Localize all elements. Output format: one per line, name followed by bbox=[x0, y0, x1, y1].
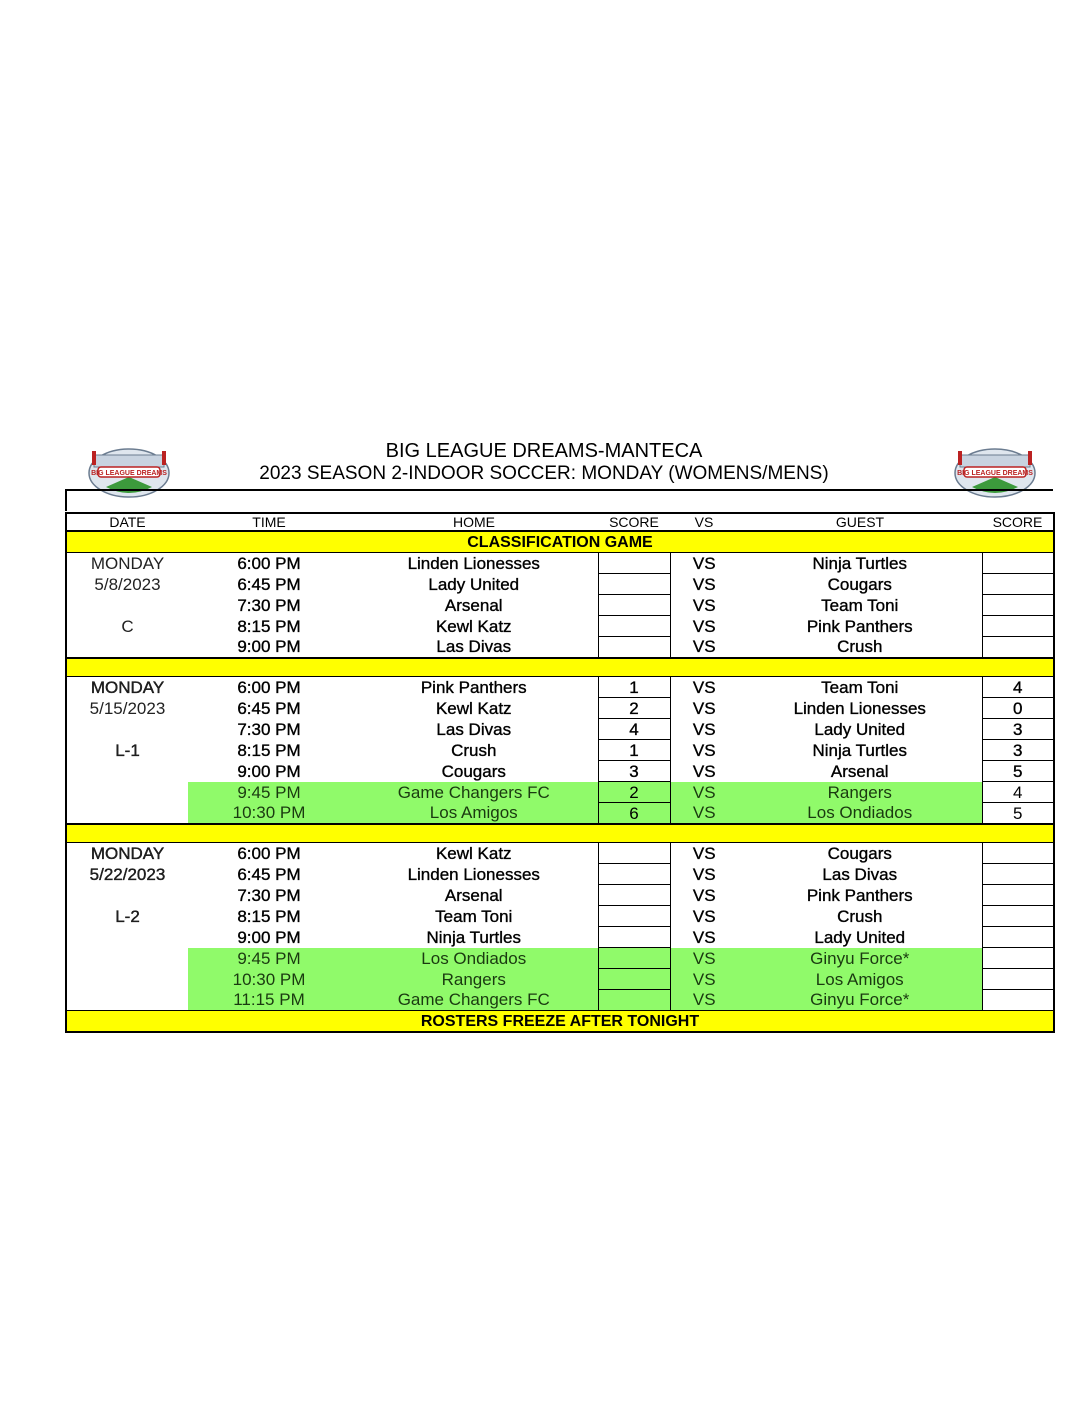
guest-team-cell: Crush bbox=[837, 906, 883, 926]
vs-cell: VS bbox=[692, 616, 716, 636]
schedule-table bbox=[65, 512, 1055, 1033]
game-row bbox=[66, 990, 1054, 1011]
home-team-cell: Los Ondiados bbox=[350, 948, 598, 969]
home-score-box: 3 bbox=[598, 761, 670, 782]
guest-score-box bbox=[982, 843, 1054, 864]
date-cell bbox=[66, 719, 188, 740]
vs-cell: VS bbox=[692, 885, 716, 905]
guest-team-cell: Crush bbox=[837, 637, 883, 657]
vs-cell: VS bbox=[692, 740, 716, 760]
classification-banner-text: CLASSIFICATION GAME bbox=[66, 531, 1054, 553]
home-score-box: 1 bbox=[598, 677, 670, 698]
home-score-box: 2 bbox=[598, 698, 670, 719]
home-team-cell: Kewl Katz bbox=[435, 616, 512, 636]
game-row bbox=[66, 927, 1054, 948]
guest-score-box bbox=[982, 595, 1054, 616]
guest-score-box: 5 bbox=[982, 803, 1054, 825]
home-team-cell: Kewl Katz bbox=[435, 843, 512, 863]
home-team-cell: Kewl Katz bbox=[435, 698, 512, 718]
time-cell: 8:15 PM bbox=[237, 906, 301, 926]
date-cell bbox=[66, 927, 188, 948]
vs-cell: VS bbox=[692, 906, 716, 926]
classification-banner bbox=[66, 531, 1054, 553]
col-header-guest: GUEST bbox=[738, 513, 982, 531]
date-cell bbox=[66, 595, 188, 616]
home-team-cell: Linden Lionesses bbox=[407, 864, 540, 884]
date-cell: MONDAY bbox=[90, 553, 165, 573]
home-score-box bbox=[598, 616, 670, 637]
guest-score-box: 0 bbox=[982, 698, 1054, 719]
date-cell bbox=[66, 990, 188, 1011]
col-header-guest-score: SCORE bbox=[982, 513, 1054, 531]
game-row bbox=[66, 782, 1054, 803]
game-row bbox=[66, 677, 1054, 698]
guest-team-cell: Lady United bbox=[814, 719, 906, 739]
vs-cell: VS bbox=[670, 782, 738, 803]
home-team-cell: Las Divas bbox=[436, 719, 512, 739]
week-separator-cell bbox=[66, 658, 1054, 677]
game-row bbox=[66, 906, 1054, 927]
time-cell: 8:15 PM bbox=[237, 740, 301, 760]
date-cell bbox=[66, 803, 188, 825]
home-team-cell: Las Divas bbox=[436, 637, 512, 657]
vs-cell: VS bbox=[692, 595, 716, 615]
vs-cell: VS bbox=[692, 698, 716, 718]
time-cell: 6:45 PM bbox=[237, 864, 301, 884]
game-row bbox=[66, 843, 1054, 864]
guest-score-box bbox=[982, 927, 1054, 948]
vs-cell: VS bbox=[670, 990, 738, 1011]
col-header-date: DATE bbox=[66, 513, 188, 531]
date-cell: MONDAY bbox=[90, 677, 165, 697]
guest-team-cell: Las Divas bbox=[822, 864, 898, 884]
home-team-cell: Arsenal bbox=[444, 595, 503, 615]
time-cell: 8:15 PM bbox=[237, 616, 301, 636]
time-cell: 10:30 PM bbox=[188, 969, 350, 990]
time-cell: 7:30 PM bbox=[237, 719, 301, 739]
home-team-cell: Cougars bbox=[441, 761, 506, 781]
date-cell bbox=[66, 948, 188, 969]
home-score-box: 6 bbox=[598, 803, 670, 825]
home-team-cell: Ninja Turtles bbox=[426, 927, 521, 947]
guest-team-cell: Ginyu Force* bbox=[738, 990, 982, 1011]
guest-score-box: 3 bbox=[982, 719, 1054, 740]
vs-cell: VS bbox=[670, 803, 738, 825]
vs-cell: VS bbox=[670, 948, 738, 969]
guest-team-cell: Arsenal bbox=[830, 761, 889, 781]
time-cell: 9:45 PM bbox=[188, 948, 350, 969]
vs-cell: VS bbox=[692, 553, 716, 573]
home-score-box bbox=[598, 969, 670, 990]
game-row bbox=[66, 574, 1054, 595]
guest-team-cell: Cougars bbox=[827, 843, 892, 863]
game-row bbox=[66, 761, 1054, 782]
guest-team-cell: Rangers bbox=[738, 782, 982, 803]
game-row bbox=[66, 969, 1054, 990]
home-score-box bbox=[598, 927, 670, 948]
logo-text: BIG LEAGUE DREAMS bbox=[91, 470, 167, 477]
vs-cell: VS bbox=[692, 719, 716, 739]
col-header-time: TIME bbox=[188, 513, 350, 531]
home-team-cell: Arsenal bbox=[444, 885, 503, 905]
time-cell: 9:00 PM bbox=[237, 927, 301, 947]
home-score-box bbox=[598, 574, 670, 595]
date-cell: 5/8/2023 bbox=[94, 574, 161, 594]
date-cell bbox=[66, 885, 188, 906]
guest-score-box: 5 bbox=[982, 761, 1054, 782]
game-row bbox=[66, 637, 1054, 659]
home-score-box bbox=[598, 553, 670, 574]
guest-score-box bbox=[982, 637, 1054, 659]
guest-team-cell: Team Toni bbox=[821, 677, 899, 697]
time-cell: 7:30 PM bbox=[237, 595, 301, 615]
home-score-box bbox=[598, 906, 670, 927]
home-score-box: 4 bbox=[598, 719, 670, 740]
home-score-box bbox=[598, 595, 670, 616]
guest-team-cell: Lady United bbox=[814, 927, 906, 947]
date-cell: C bbox=[121, 616, 134, 636]
guest-team-cell: Pink Panthers bbox=[806, 885, 913, 905]
game-row bbox=[66, 740, 1054, 761]
week-separator bbox=[66, 824, 1054, 843]
time-cell: 9:45 PM bbox=[188, 782, 350, 803]
time-cell: 7:30 PM bbox=[237, 885, 301, 905]
guest-score-box bbox=[982, 616, 1054, 637]
home-score-box: 2 bbox=[598, 782, 670, 803]
home-team-cell: Linden Lionesses bbox=[407, 553, 540, 573]
home-team-cell: Lady United bbox=[428, 574, 520, 594]
guest-score-box bbox=[982, 990, 1054, 1011]
guest-score-box: 3 bbox=[982, 740, 1054, 761]
page-subtitle: 2023 SEASON 2-INDOOR SOCCER: MONDAY (WOMENS/MENS) bbox=[259, 463, 829, 484]
time-cell: 6:00 PM bbox=[237, 553, 301, 573]
guest-score-box bbox=[982, 948, 1054, 969]
date-cell bbox=[66, 761, 188, 782]
week-separator bbox=[66, 658, 1054, 677]
guest-team-cell: Los Ondiados bbox=[738, 803, 982, 825]
home-score-box bbox=[598, 948, 670, 969]
home-team-cell: Game Changers FC bbox=[350, 990, 598, 1011]
guest-team-cell: Team Toni bbox=[821, 595, 899, 615]
time-cell: 6:00 PM bbox=[237, 677, 301, 697]
vs-cell: VS bbox=[692, 761, 716, 781]
guest-team-cell: Linden Lionesses bbox=[793, 698, 926, 718]
vs-cell: VS bbox=[692, 637, 716, 657]
vs-cell: VS bbox=[692, 927, 716, 947]
vs-cell: VS bbox=[670, 969, 738, 990]
vs-cell: VS bbox=[692, 677, 716, 697]
vs-cell: VS bbox=[692, 574, 716, 594]
col-header-home: HOME bbox=[350, 513, 598, 531]
home-team-cell: Game Changers FC bbox=[350, 782, 598, 803]
game-row bbox=[66, 719, 1054, 740]
guest-team-cell: Pink Panthers bbox=[806, 616, 913, 636]
time-cell: 6:45 PM bbox=[237, 698, 301, 718]
date-cell: MONDAY bbox=[90, 843, 165, 863]
guest-team-cell: Ninja Turtles bbox=[812, 740, 907, 760]
guest-score-box bbox=[982, 864, 1054, 885]
home-score-box bbox=[598, 864, 670, 885]
col-header-vs: VS bbox=[670, 513, 738, 531]
home-score-box bbox=[598, 990, 670, 1011]
col-header-home-score: SCORE bbox=[598, 513, 670, 531]
time-cell: 9:00 PM bbox=[237, 637, 301, 657]
guest-score-box bbox=[982, 885, 1054, 906]
guest-score-box: 4 bbox=[982, 782, 1054, 803]
date-cell bbox=[66, 782, 188, 803]
date-cell: L-2 bbox=[115, 906, 140, 926]
game-row bbox=[66, 698, 1054, 719]
guest-team-cell: Ninja Turtles bbox=[812, 553, 907, 573]
time-cell: 6:00 PM bbox=[237, 843, 301, 863]
home-score-box bbox=[598, 637, 670, 659]
guest-score-box: 4 bbox=[982, 677, 1054, 698]
home-team-cell: Team Toni bbox=[435, 906, 513, 926]
game-row bbox=[66, 616, 1054, 637]
page-title: BIG LEAGUE DREAMS-MANTECA bbox=[385, 440, 703, 462]
guest-team-cell: Cougars bbox=[827, 574, 892, 594]
game-row bbox=[66, 803, 1054, 825]
home-team-cell: Crush bbox=[451, 740, 497, 760]
home-team-cell: Pink Panthers bbox=[420, 677, 527, 697]
week-separator-cell bbox=[66, 824, 1054, 843]
rosters-freeze-text: ROSTERS FREEZE AFTER TONIGHT bbox=[66, 1011, 1054, 1033]
date-cell bbox=[66, 637, 188, 659]
guest-score-box bbox=[982, 906, 1054, 927]
date-cell bbox=[66, 969, 188, 990]
rosters-freeze-banner bbox=[66, 1011, 1054, 1033]
guest-score-box bbox=[982, 969, 1054, 990]
game-row bbox=[66, 885, 1054, 906]
guest-team-cell: Ginyu Force* bbox=[738, 948, 982, 969]
home-team-cell: Rangers bbox=[350, 969, 598, 990]
date-cell: L-1 bbox=[115, 740, 140, 760]
logo-text: BIG LEAGUE DREAMS bbox=[957, 470, 1033, 477]
home-score-box bbox=[598, 885, 670, 906]
game-row bbox=[66, 948, 1054, 969]
table-top-rule-left bbox=[65, 489, 67, 511]
time-cell: 11:15 PM bbox=[188, 990, 350, 1011]
guest-team-cell: Los Amigos bbox=[738, 969, 982, 990]
column-header-row bbox=[66, 513, 1054, 531]
game-row bbox=[66, 595, 1054, 616]
date-cell: 5/15/2023 bbox=[89, 698, 166, 718]
date-cell: 5/22/2023 bbox=[89, 864, 166, 884]
home-team-cell: Los Amigos bbox=[350, 803, 598, 825]
table-top-rule bbox=[65, 489, 1053, 491]
time-cell: 6:45 PM bbox=[237, 574, 301, 594]
guest-score-box bbox=[982, 553, 1054, 574]
vs-cell: VS bbox=[692, 864, 716, 884]
home-score-box bbox=[598, 843, 670, 864]
game-row bbox=[66, 864, 1054, 885]
home-score-box: 1 bbox=[598, 740, 670, 761]
game-row bbox=[66, 553, 1054, 574]
vs-cell: VS bbox=[692, 843, 716, 863]
time-cell: 10:30 PM bbox=[188, 803, 350, 825]
time-cell: 9:00 PM bbox=[237, 761, 301, 781]
guest-score-box bbox=[982, 574, 1054, 595]
